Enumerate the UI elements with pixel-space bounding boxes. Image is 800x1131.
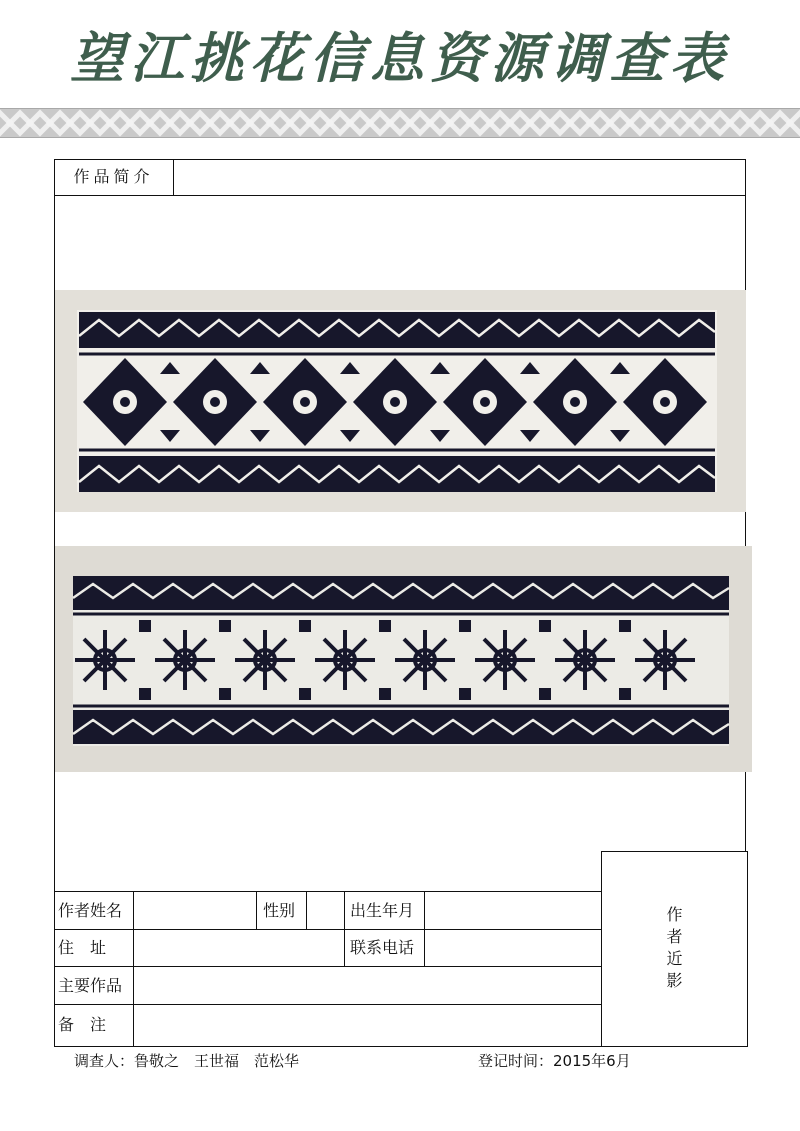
embroidery-band-1 [55,290,746,512]
form-col-line [256,891,257,929]
embroidery-band-2 [55,546,752,772]
intro-label: 作品简介 [54,159,174,196]
portrait-char: 影 [666,971,683,990]
works-label: 主要作品 [58,976,123,995]
form-row-line [54,891,601,892]
registered-text: 登记时间：2015年6月 [478,1052,631,1070]
portrait-char: 近 [666,949,683,968]
form-row-line [54,929,601,930]
form-row-line [54,966,601,967]
page-title: 望江挑花信息资源调查表 [70,26,730,90]
form-col-line [424,891,425,966]
form-col-line [306,891,307,929]
form-row-line [54,1004,601,1005]
portrait-box [601,851,748,1047]
ornament-band [0,108,800,138]
investigators-text: 调查人：鲁敬之 王世福 范松华 [74,1052,300,1070]
author-name-label: 作者姓名 [58,901,123,920]
intro-rule [174,195,746,196]
portrait-char: 作 [666,905,683,924]
gender-label: 性别 [263,901,296,920]
birth-label: 出生年月 [350,901,415,920]
address-label: 住 址 [58,938,107,957]
portrait-label [602,904,747,992]
portrait-char: 者 [666,927,683,946]
form-col-line [133,891,134,1047]
phone-label: 联系电话 [350,938,415,957]
notes-label: 备 注 [58,1015,107,1034]
embroidery-photo-1 [55,290,746,512]
form-col-line [344,891,345,966]
embroidery-photo-2 [55,546,752,772]
